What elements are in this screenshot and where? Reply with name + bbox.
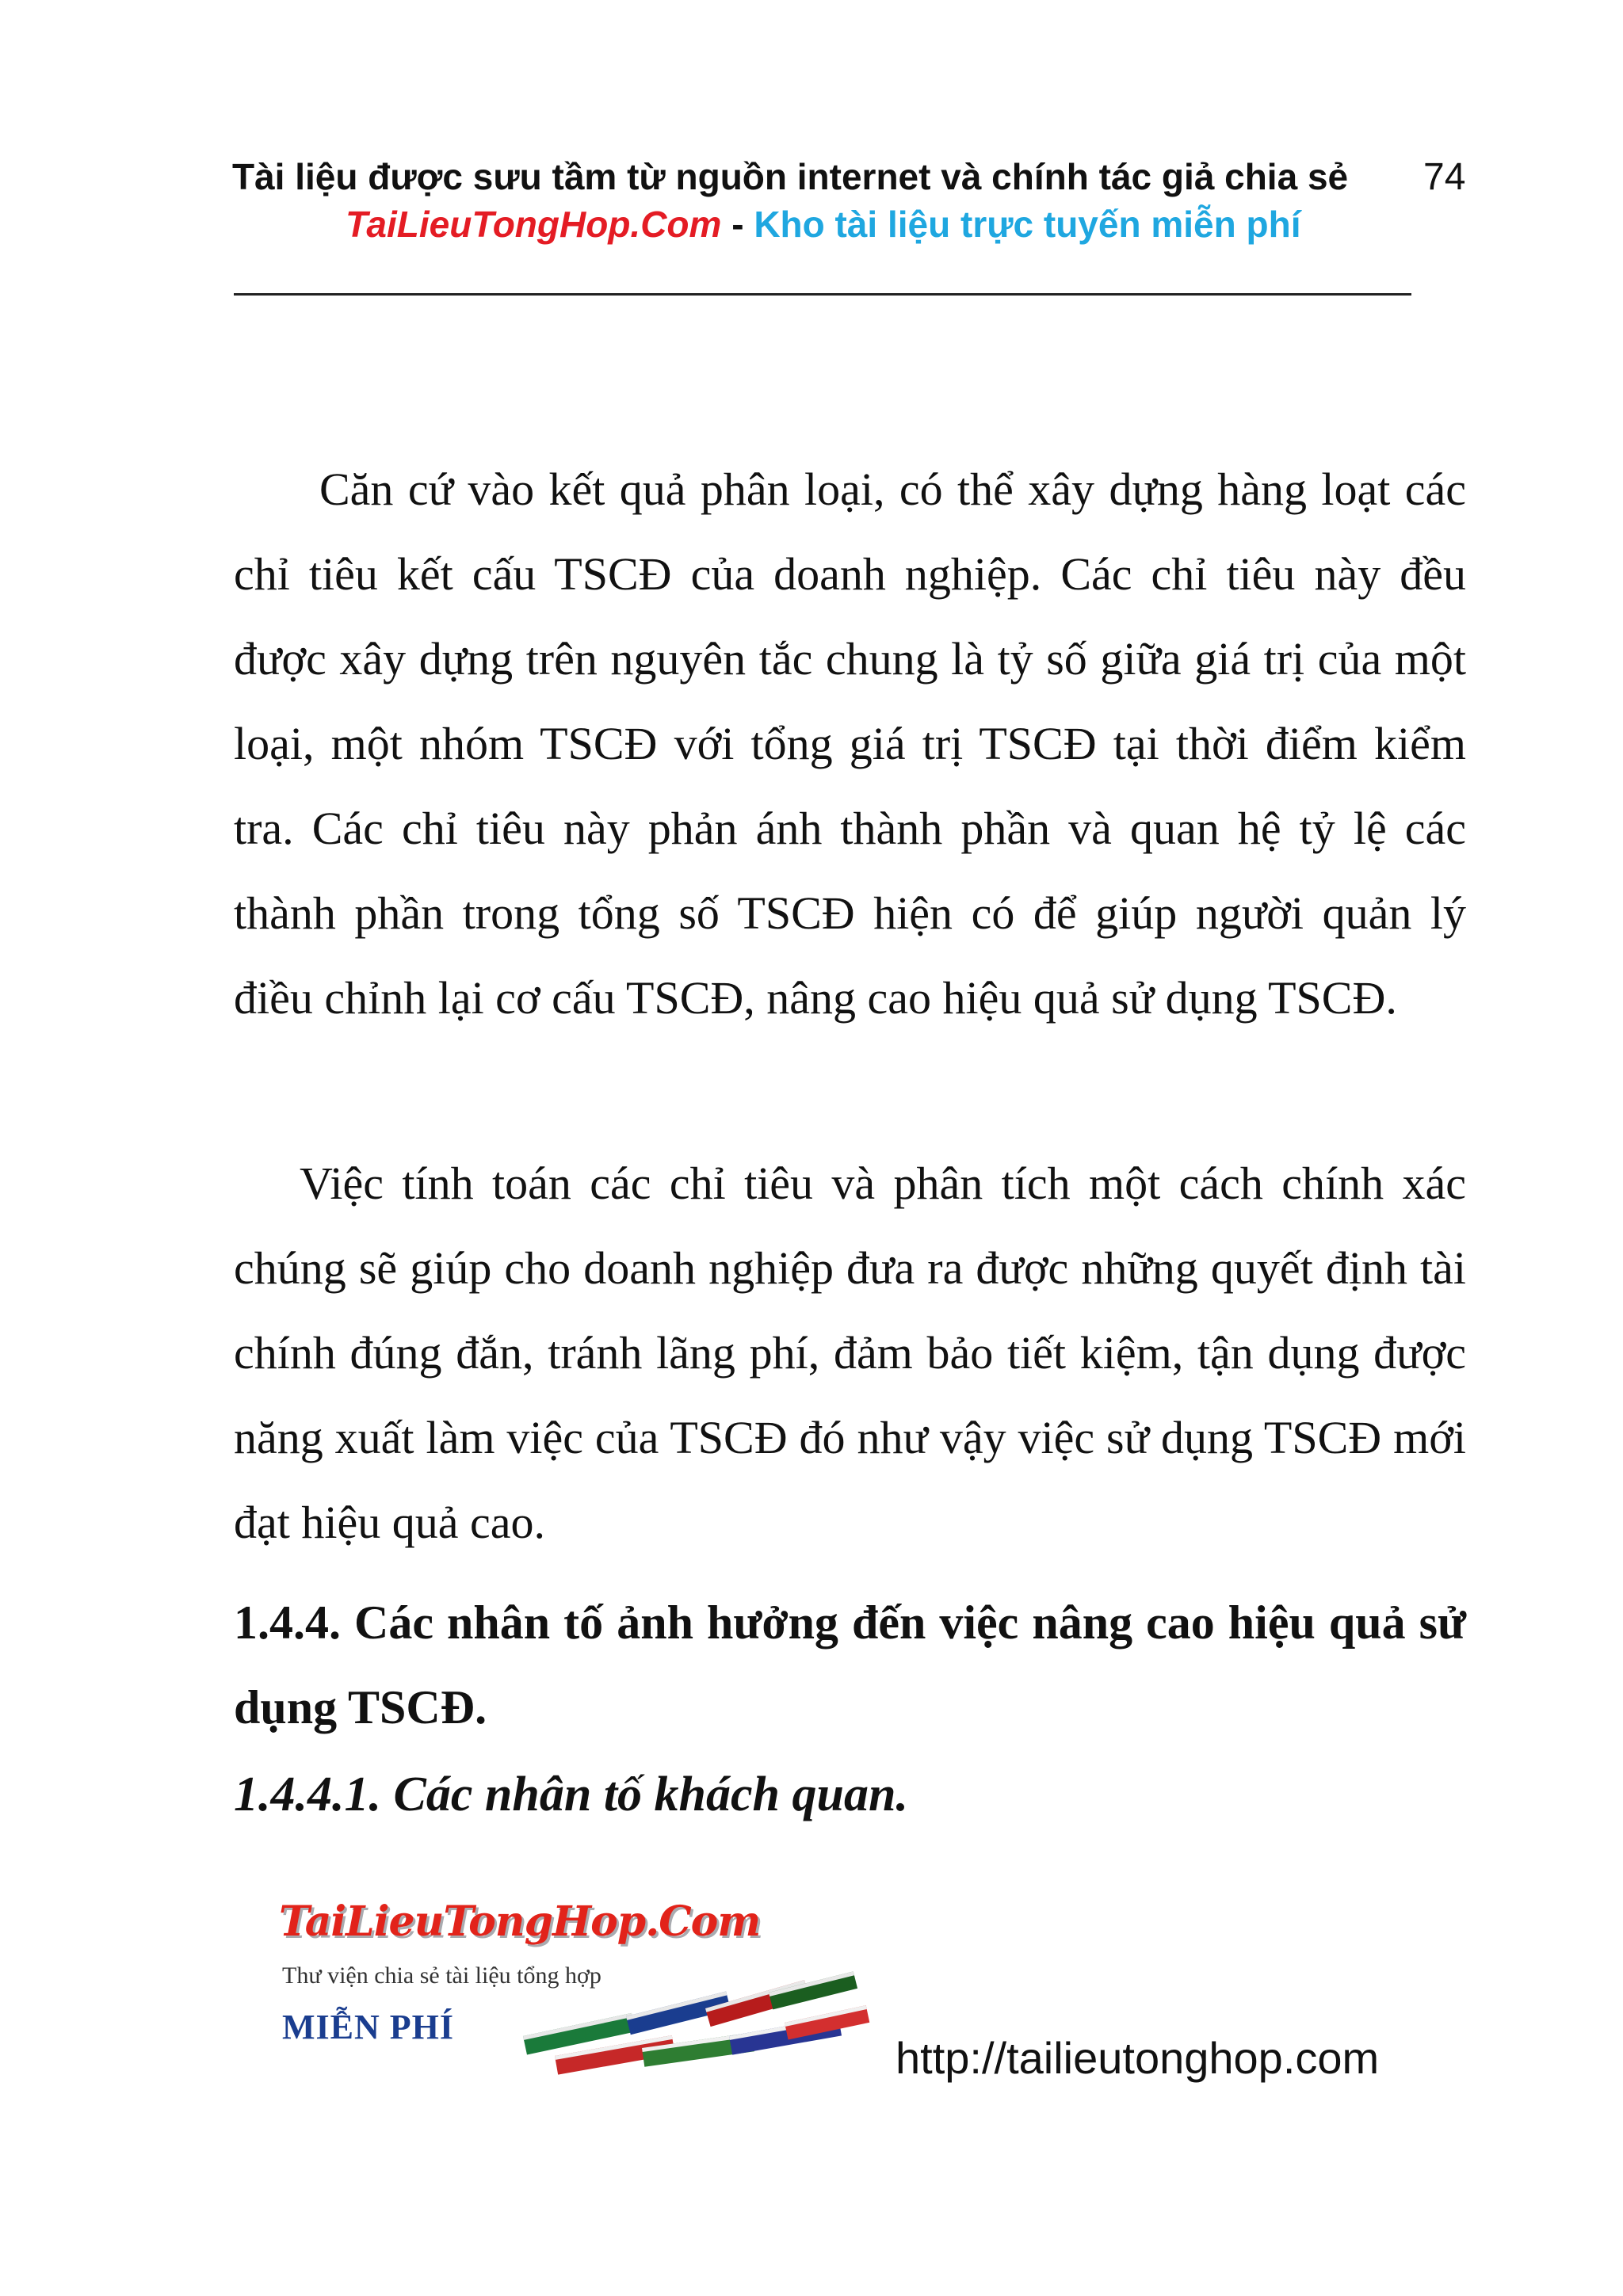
header-tagline: Kho tài liệu trực tuyến miễn phí (754, 204, 1301, 245)
body-paragraph-2: Việc tính toán các chỉ tiêu và phân tích một cách chính xác chúng sẽ giúp cho doanh nghiệp đưa ra được những quyết định tài chính đúng đắn, tránh lãng phí, đảm bảo tiết kiệm, tận dụng được năng xuất làm việc của TSCĐ đó như vậy việc sử dụng TSCĐ mới đạt hiệu quả cao. (234, 1158, 1466, 1548)
header-site-line (346, 203, 1300, 246)
logo-tagline: Thư viện chia sẻ tài liệu tổng hợp (282, 1962, 601, 1989)
header-divider (234, 293, 1411, 296)
header-source-note: Tài liệu được sưu tầm từ nguồn internet và chính tác giả chia sẻ (232, 156, 1349, 197)
site-logo[interactable] (269, 1897, 888, 2088)
header-separator: - (721, 204, 754, 245)
page-number: 74 (1423, 156, 1466, 198)
logo-free-label: MIỄN PHÍ (282, 2008, 454, 2046)
body-paragraph-1: Căn cứ vào kết quả phân loại, có thể xây dựng hàng loạt các chỉ tiêu kết cấu TSCĐ của doanh nghiệp. Các chỉ tiêu này đều được xây dựng trên nguyên tắc chung là tỷ số giữa giá trị của một loại, một nhóm TSCĐ với tổng giá trị TSCĐ tại thời điểm kiểm tra. Các chỉ tiêu này phản ánh thành phần và quan hệ tỷ lệ các thành phần trong tổng số TSCĐ hiện có để giúp người quản lý điều chỉnh lại cơ cấu TSCĐ, nâng cao hiệu quả sử dụng TSCĐ. (234, 463, 1466, 1024)
section-heading: 1.4.4. Các nhân tố ảnh hưởng đến việc nâng cao hiệu quả sử dụng TSCĐ. (234, 1596, 1466, 1733)
books-icon (507, 1961, 880, 2088)
subsection-heading: 1.4.4.1. Các nhân tố khách quan. (234, 1768, 908, 1821)
footer-url-link[interactable]: http://tailieutonghop.com (896, 2033, 1380, 2083)
header-site-link[interactable]: TaiLieuTongHop.Com (346, 204, 722, 245)
logo-title: TaiLieuTongHop.Com (279, 1897, 761, 1946)
